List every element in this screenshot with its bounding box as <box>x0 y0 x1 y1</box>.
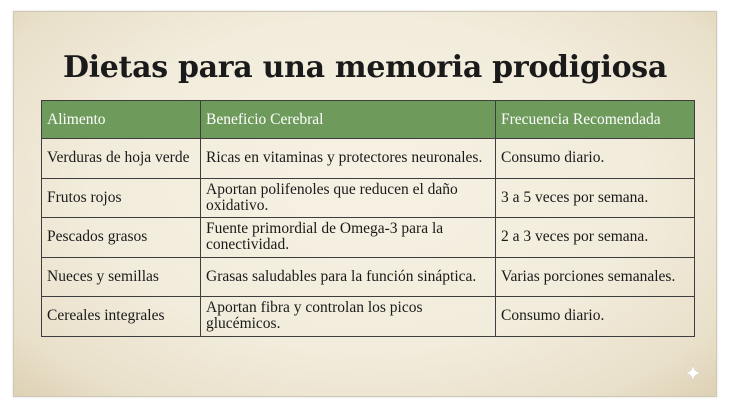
cell-food: Nueces y semillas <box>42 257 201 297</box>
cell-benefit: Aportan fibra y controlan los picos glucémicos. <box>201 297 496 337</box>
slide-title: Dietas para una memoria prodigiosa <box>62 50 668 85</box>
slide <box>13 11 717 397</box>
cell-food: Frutos rojos <box>42 178 201 218</box>
cell-frequency: 2 a 3 veces por semana. <box>496 218 695 258</box>
header-alimento: Alimento <box>42 101 201 139</box>
table-row <box>42 218 695 258</box>
diet-table <box>41 100 695 337</box>
cell-benefit: Fuente primordial de Omega-3 para la conectividad. <box>201 218 496 258</box>
cell-frequency: Consumo diario. <box>496 139 695 179</box>
cell-frequency: Varias porciones semanales. <box>496 257 695 297</box>
table-row <box>42 139 695 179</box>
cell-food: Cereales integrales <box>42 297 201 337</box>
header-frecuencia: Frecuencia Recomendada <box>496 101 695 139</box>
sparkle-icon <box>684 364 702 382</box>
cell-food: Verduras de hoja verde <box>42 139 201 179</box>
cell-frequency: Consumo diario. <box>496 297 695 337</box>
cell-benefit: Ricas en vitaminas y protectores neuronales. <box>201 139 496 179</box>
header-beneficio: Beneficio Cerebral <box>201 101 496 139</box>
cell-food: Pescados grasos <box>42 218 201 258</box>
cell-frequency: 3 a 5 veces por semana. <box>496 178 695 218</box>
cell-benefit: Aportan polifenoles que reducen el daño oxidativo. <box>201 178 496 218</box>
table-header-row <box>42 101 695 139</box>
cell-benefit: Grasas saludables para la función sináptica. <box>201 257 496 297</box>
table-row <box>42 178 695 218</box>
table-row <box>42 297 695 337</box>
table-row <box>42 257 695 297</box>
